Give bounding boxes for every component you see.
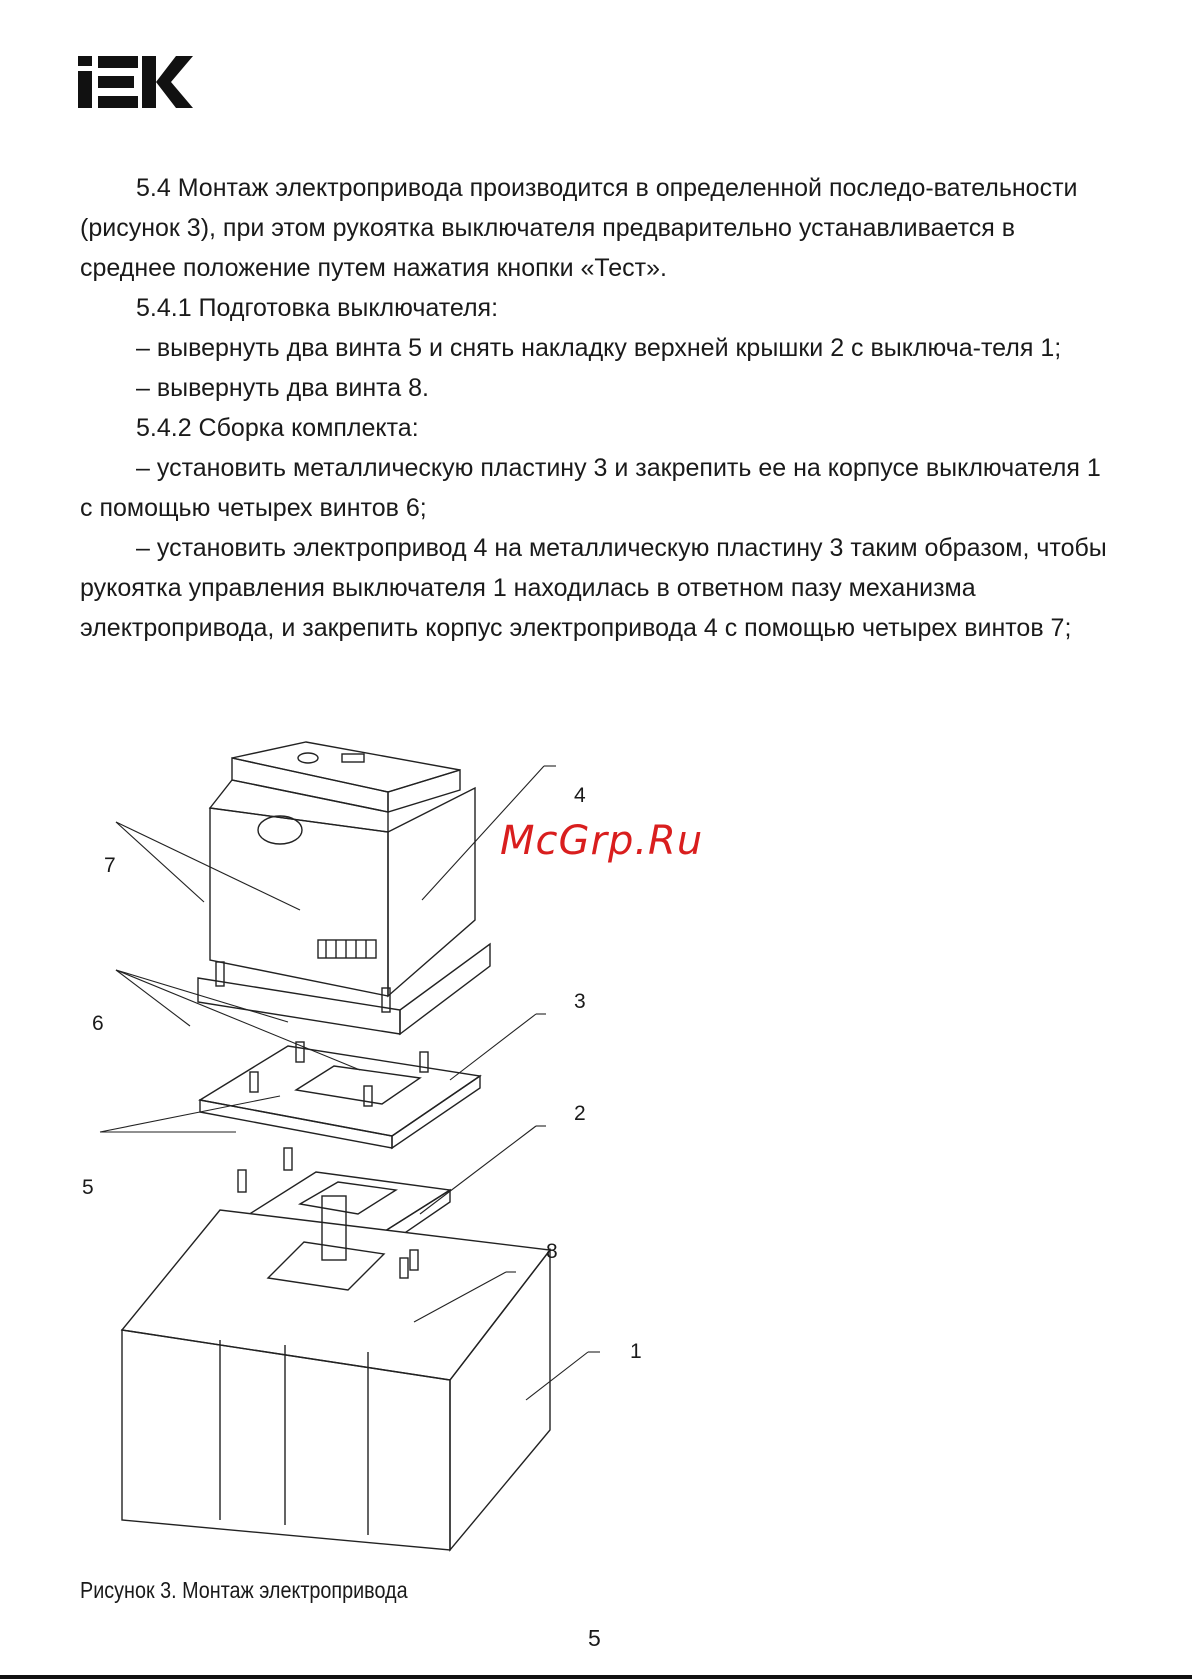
figure-caption: Рисунок 3. Монтаж электропривода <box>80 1577 408 1603</box>
callout-8: 8 <box>546 1240 558 1263</box>
paragraph-5-4-2: 5.4.2 Сборка комплекта: <box>136 414 419 442</box>
callout-5: 5 <box>82 1176 94 1199</box>
callout-1: 1 <box>630 1340 642 1363</box>
circuit-breaker-part <box>122 1196 550 1550</box>
paragraph-step-screws-8: – вывернуть два винта 8. <box>136 374 429 402</box>
page-number: 5 <box>588 1625 601 1651</box>
callout-3: 3 <box>574 990 586 1013</box>
callout-7: 7 <box>104 854 116 877</box>
callout-4: 4 <box>574 784 586 807</box>
watermark-text: McGrp.Ru <box>500 818 704 864</box>
paragraph-step-screws-5: – вывернуть два винта 5 и снять накладку верхней крышки 2 с выключа-теля 1; <box>136 334 1062 362</box>
metal-plate-part <box>200 1042 480 1148</box>
instructions-text <box>80 168 1110 648</box>
callout-6: 6 <box>92 1012 104 1035</box>
paragraph-step-drive: – установить электропривод 4 на металлическую пластину 3 таким образом, чтобы рукоятка управления выключателя 1 находилась в ответном пазу механизма электропривода, и закрепить корпус электропривода 4 с помощью четырех винтов 7; <box>80 534 1107 642</box>
paragraph-5-4-1: 5.4.1 Подготовка выключателя: <box>136 294 499 322</box>
paragraph-step-plate: – установить металлическую пластину 3 и закрепить ее на корпусе выключателя 1 с помощью четырех винтов 6; <box>80 454 1101 522</box>
electric-drive-part <box>198 742 490 1034</box>
bottom-rule <box>0 1675 1192 1679</box>
iek-logo <box>78 56 193 108</box>
callout-2: 2 <box>574 1102 586 1125</box>
paragraph-5-4: 5.4 Монтаж электропривода производится в определенной последо-вательности (рисунок 3), при этом рукоятка выключателя предварительно устанавливается в среднее положение путем нажатия кнопки «Тест». <box>80 174 1078 282</box>
